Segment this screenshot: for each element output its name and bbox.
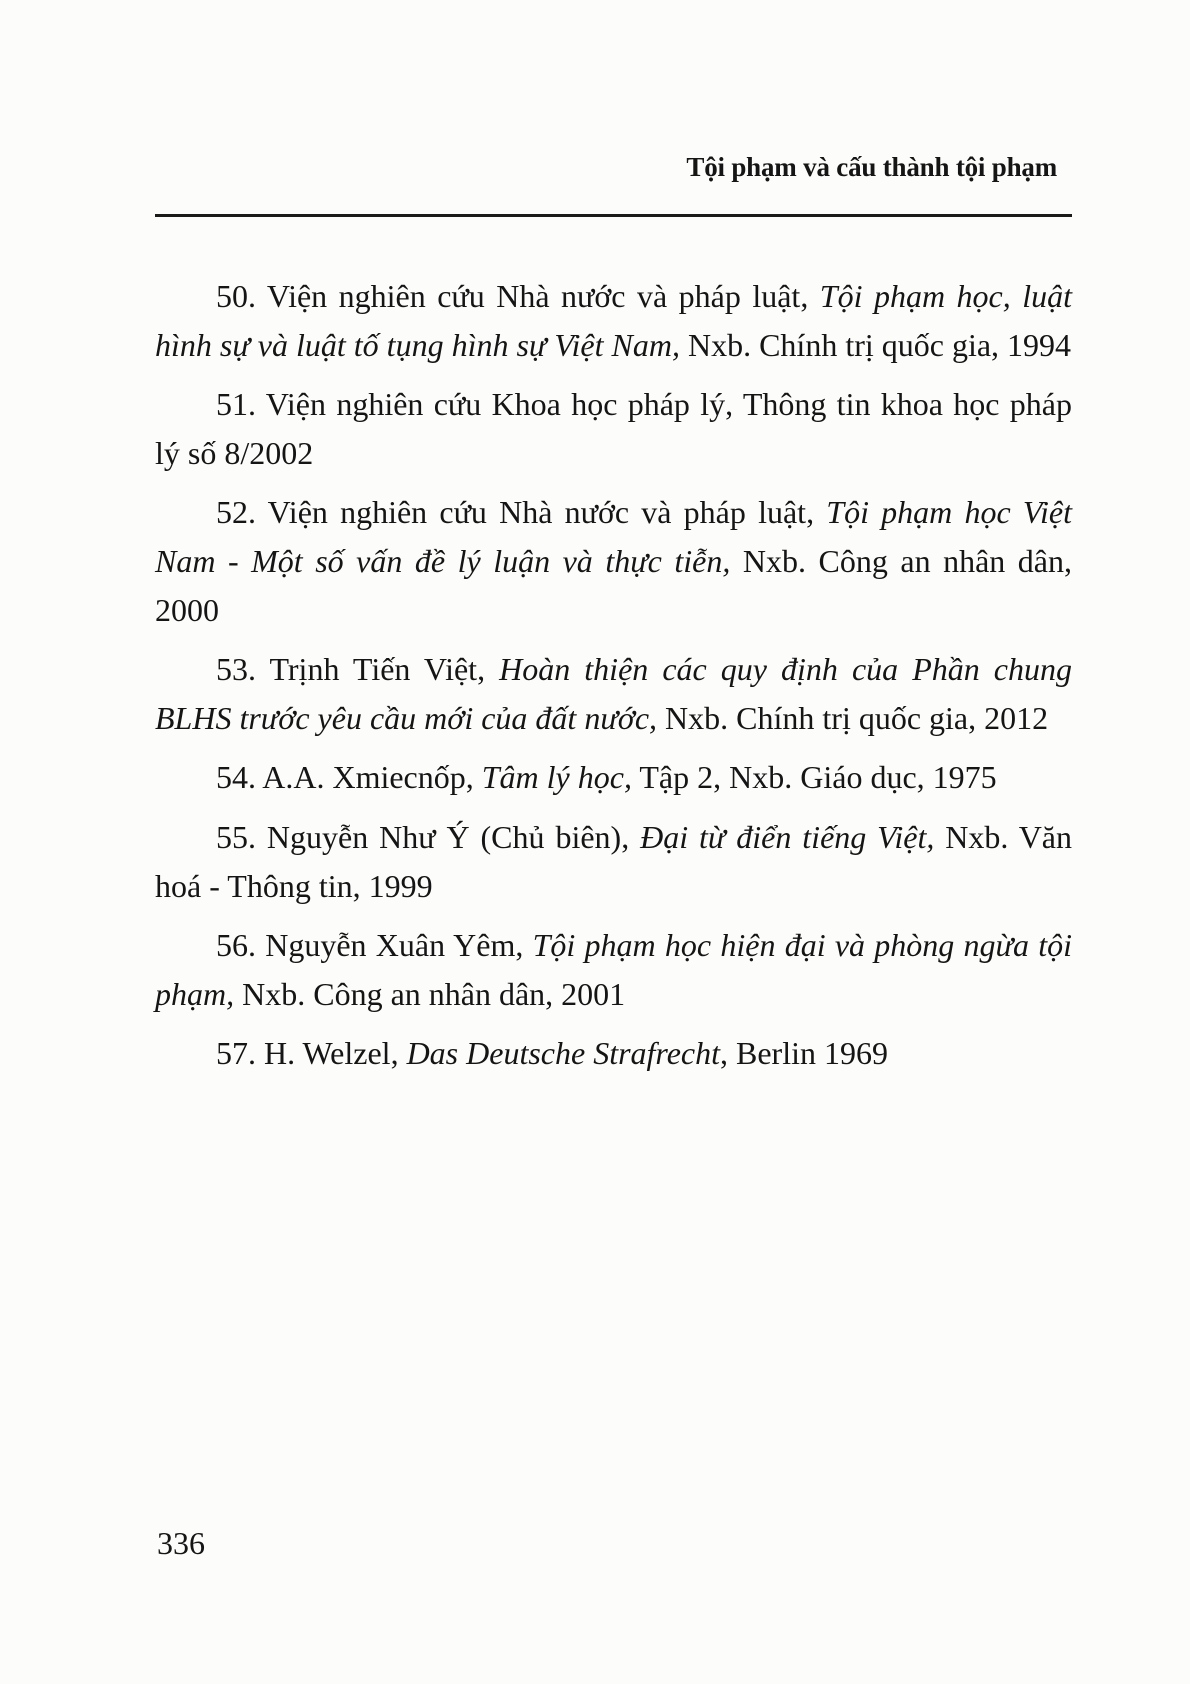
reference-title: Tội phạm học, luật hình sự và luật tố tụng hình sự Việt Nam, xyxy=(155,278,1073,363)
reference-item xyxy=(155,921,1072,1018)
reference-item xyxy=(155,645,1072,742)
reference-author: 56. Nguyễn Xuân Yêm, xyxy=(216,927,533,964)
reference-author: 55. Nguyễn Như Ý (Chủ biên), xyxy=(216,818,641,855)
running-header-title: Tội phạm và cấu thành tội phạm xyxy=(686,152,1057,182)
reference-item xyxy=(155,813,1072,910)
reference-author: 57. H. Welzel, xyxy=(216,1035,407,1072)
reference-item xyxy=(155,488,1072,634)
reference-item xyxy=(155,753,1072,802)
reference-title: Tội phạm học Việt Nam - Một số vấn đề lý luận và thực tiễn, xyxy=(155,494,1073,579)
reference-title: Tội phạm học hiện đại và phòng ngừa tội phạm, xyxy=(155,927,1073,1012)
reference-author: 54. A.A. Xmiecnốp, xyxy=(216,759,482,796)
reference-publisher: Nxb. Văn hoá - Thông tin, 1999 xyxy=(155,818,1073,904)
reference-title: Tâm lý học, xyxy=(481,759,632,796)
reference-item xyxy=(155,380,1072,477)
reference-author: 52. Viện nghiên cứu Nhà nước và pháp luật, xyxy=(216,494,827,531)
reference-publisher: Nxb. Chính trị quốc gia, 2012 xyxy=(657,699,1049,736)
reference-title: Đại từ điển tiếng Việt, xyxy=(640,818,935,855)
reference-title: Das Deutsche Strafrecht xyxy=(406,1035,720,1072)
reference-publisher: , Berlin 1969 xyxy=(719,1035,888,1072)
reference-item xyxy=(155,1029,1072,1078)
header-rule xyxy=(155,214,1072,217)
page-number: 336 xyxy=(157,1525,205,1561)
reference-item xyxy=(155,272,1072,369)
reference-author: 51. Viện nghiên cứu Khoa học pháp lý, Thông tin khoa học pháp lý số 8/2002 xyxy=(155,386,1072,471)
reference-author: 50. Viện nghiên cứu Nhà nước và pháp luật, xyxy=(216,278,820,314)
reference-publisher: Nxb. Chính trị quốc gia, 1994 xyxy=(679,326,1072,363)
reference-publisher: Nxb. Công an nhân dân, 2001 xyxy=(234,975,626,1012)
reference-list xyxy=(155,272,1072,1089)
reference-author: 53. Trịnh Tiến Việt, xyxy=(216,651,500,688)
reference-title: Hoàn thiện các quy định của Phần chung BLHS trước yêu cầu mới của đất nước, xyxy=(155,651,1073,736)
reference-publisher: Nxb. Công an nhân dân, 2000 xyxy=(155,542,1073,628)
reference-publisher: Tập 2, Nxb. Giáo dục, 1975 xyxy=(631,759,997,796)
